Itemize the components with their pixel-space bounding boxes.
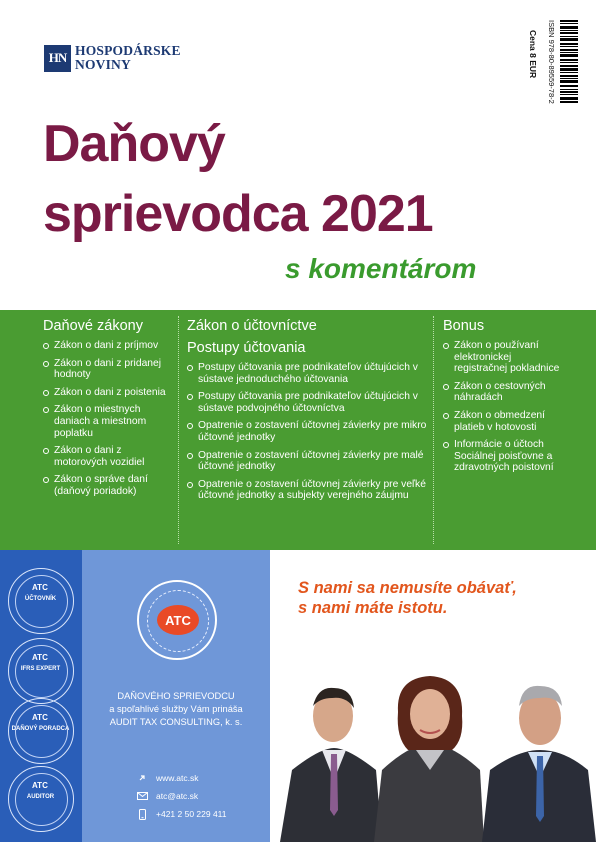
list-item: Opatrenie o zostavení účtovnej závierky pre malé účtovné jednotky — [187, 450, 432, 473]
list-item: Zákon o miestnych daniach a miestnom poplatku — [43, 404, 173, 439]
list-item: Zákon o správe daní (daňový poriadok) — [43, 474, 173, 497]
slogan-line1: S nami sa nemusíte obávať, — [298, 579, 517, 597]
list-item: Zákon o dani z motorových vozidiel — [43, 445, 173, 468]
slogan — [298, 578, 517, 618]
seal-badge: ATC — [32, 583, 48, 592]
web-address[interactable]: www.atc.sk — [156, 773, 199, 783]
atc-seal — [137, 580, 217, 660]
contents-band — [0, 310, 596, 550]
price-label: Cena 8 EUR — [528, 30, 538, 79]
promo-text — [82, 690, 270, 729]
column-divider — [433, 316, 434, 544]
bonus-list — [443, 340, 563, 474]
list-item: Opatrenie o zostavení účtovnej závierky pre mikro účtovné jednotky — [187, 420, 432, 443]
slogan-line2: s nami máte istotu. — [298, 599, 448, 617]
seal-ifrs — [8, 638, 74, 704]
list-item: Zákon o obmedzení platieb v hotovosti — [443, 410, 563, 433]
column-subheading: Postupy účtovania — [187, 340, 306, 356]
list-item: Informácie o účtoch Sociálnej poisťovne a zdravotných poistovní — [443, 439, 563, 474]
column-heading: Daňové zákony — [43, 318, 143, 334]
hn-logo-text — [75, 44, 181, 72]
list-item: Zákon o používaní elektronickej registračnej pokladnice — [443, 340, 563, 375]
list-item: Zákon o dani z poistenia — [43, 387, 173, 399]
tax-laws-list — [43, 340, 173, 498]
atc-logo: ATC — [157, 605, 199, 635]
seal-badge: ATC — [32, 713, 48, 722]
seal-tax-advisor — [8, 698, 74, 764]
column-bonus — [443, 318, 563, 480]
list-item: Postupy účtovania pre podnikateľov účtujúcich v sústave podvojného účtovníctva — [187, 391, 432, 414]
mail-icon — [136, 790, 148, 802]
contact-phone[interactable] — [136, 808, 227, 820]
barcode — [560, 20, 578, 120]
hn-logo — [44, 44, 181, 72]
phone-number[interactable]: +421 2 50 229 411 — [156, 809, 227, 819]
seal-badge: ATC — [32, 781, 48, 790]
list-item: Postupy účtovania pre podnikateľov účtujúcich v sústave jednoduchého účtovania — [187, 362, 432, 385]
atc-promo — [82, 550, 270, 842]
column-accounting — [187, 318, 432, 508]
email-address[interactable]: atc@atc.sk — [156, 791, 199, 801]
seal-accountant — [8, 568, 74, 634]
promo-line3: AUDIT TAX CONSULTING, k. s. — [109, 717, 243, 727]
list-item: Zákon o cestovných náhradách — [443, 381, 563, 404]
contact-web[interactable] — [136, 772, 227, 784]
team-photo-people — [270, 620, 596, 842]
contacts — [136, 772, 227, 826]
logo-line1: HOSPODÁRSKE — [75, 43, 181, 58]
promo-line1: DAŇOVÉHO SPRIEVODCU — [117, 691, 235, 701]
isbn-label: ISBN 978-80-89559-78-2 — [547, 20, 556, 104]
barcode-area — [508, 20, 580, 132]
hn-logo-mark: HN — [44, 45, 71, 72]
list-item: Zákon o dani z príjmov — [43, 340, 173, 352]
column-tax-laws — [43, 318, 173, 504]
seal-badge: ATC — [32, 653, 48, 662]
subtitle: s komentárom — [285, 253, 477, 284]
seal-auditor — [8, 766, 74, 832]
title-line1: Daňový — [43, 115, 225, 173]
certification-seals — [0, 550, 82, 842]
accounting-list — [187, 362, 432, 502]
logo-line2: NOVINY — [75, 57, 131, 72]
seal-name: IFRS EXPERT — [20, 666, 61, 672]
column-heading: Zákon o účtovníctve — [187, 318, 317, 334]
seal-name: ÚČTOVNÍK — [24, 596, 57, 602]
contact-email[interactable] — [136, 790, 227, 802]
title-line2: sprievodca 2021 — [43, 185, 433, 243]
promo-line2: a spoľahlivé služby Vám prináša — [109, 704, 243, 714]
column-divider — [178, 316, 179, 544]
list-item: Zákon o dani z pridanej hodnoty — [43, 358, 173, 381]
link-icon — [136, 772, 148, 784]
column-heading: Bonus — [443, 318, 485, 334]
team-photo — [270, 550, 596, 842]
seal-name: AUDITOR — [26, 794, 55, 800]
list-item: Opatrenie o zostavení účtovnej závierky pre veľké účtovné jednotky a subjekty verejného záujmu — [187, 479, 432, 502]
phone-icon — [136, 808, 148, 820]
seal-name: DAŇOVÝ PORADCA — [11, 726, 70, 732]
